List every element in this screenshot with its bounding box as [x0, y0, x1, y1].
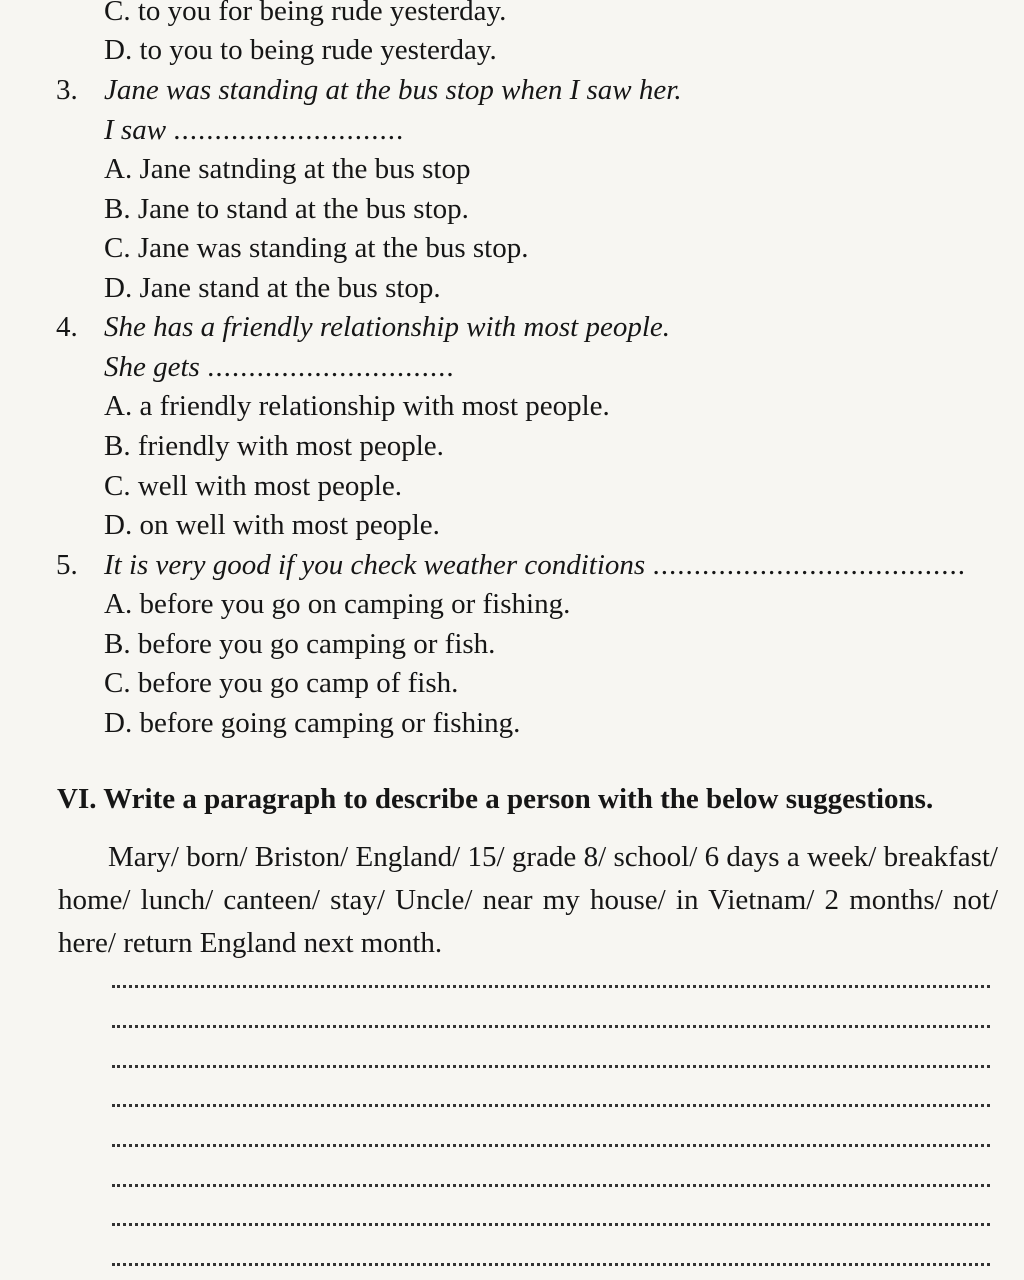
- writing-line[interactable]: [112, 1263, 990, 1266]
- q2-option-d: D. to you to being rude yesterday.: [104, 34, 497, 66]
- q5-prompt: It is very good if you check weather conditions ......................................: [104, 549, 966, 581]
- q4-number: 4.: [56, 311, 78, 343]
- q3-option-d: D. Jane stand at the bus stop.: [104, 272, 441, 304]
- q5-number: 5.: [56, 549, 78, 581]
- writing-line[interactable]: [112, 1144, 990, 1147]
- q2-option-c: C. to you for being rude yesterday.: [104, 0, 507, 27]
- q4-prompt: She has a friendly relationship with most people.: [104, 311, 670, 343]
- q4-answer-blank: ..............................: [207, 351, 455, 383]
- q3-answer-blank: ............................: [173, 114, 405, 146]
- q5-option-d: D. before going camping or fishing.: [104, 707, 521, 739]
- q4-stem: She gets ..............................: [104, 351, 455, 383]
- writing-line[interactable]: [112, 1025, 990, 1028]
- writing-line[interactable]: [112, 1104, 990, 1107]
- q4-option-b: B. friendly with most people.: [104, 430, 444, 462]
- q4-option-c: C. well with most people.: [104, 470, 403, 502]
- writing-line[interactable]: [112, 1065, 990, 1068]
- section-6-heading: VI. Write a paragraph to describe a person with the below suggestions.: [57, 783, 934, 815]
- section-6-suggestions: Mary/ born/ Briston/ England/ 15/ grade 8/ school/ 6 days a week/ breakfast/ home/ lunch/ canteen/ stay/ Uncle/ near my house/ in Vietnam/ 2 months/ not/ here/ return England next month.: [58, 841, 998, 959]
- writing-line[interactable]: [112, 1184, 990, 1187]
- q3-prompt: Jane was standing at the bus stop when I saw her.: [104, 74, 682, 106]
- q3-number: 3.: [56, 74, 78, 106]
- q3-option-b: B. Jane to stand at the bus stop.: [104, 193, 469, 225]
- q3-stem: I saw ............................: [104, 114, 405, 146]
- q4-option-d: D. on well with most people.: [104, 509, 440, 541]
- q4-option-a: A. a friendly relationship with most people.: [104, 390, 610, 422]
- q3-option-a: A. Jane satnding at the bus stop: [104, 153, 471, 185]
- q5-option-c: C. before you go camp of fish.: [104, 667, 459, 699]
- q5-option-b: B. before you go camping or fish.: [104, 628, 496, 660]
- writing-line[interactable]: [112, 1223, 990, 1226]
- writing-line[interactable]: [112, 985, 990, 988]
- q5-option-a: A. before you go on camping or fishing.: [104, 588, 571, 620]
- q5-answer-blank: ......................................: [652, 549, 966, 581]
- q3-option-c: C. Jane was standing at the bus stop.: [104, 232, 529, 264]
